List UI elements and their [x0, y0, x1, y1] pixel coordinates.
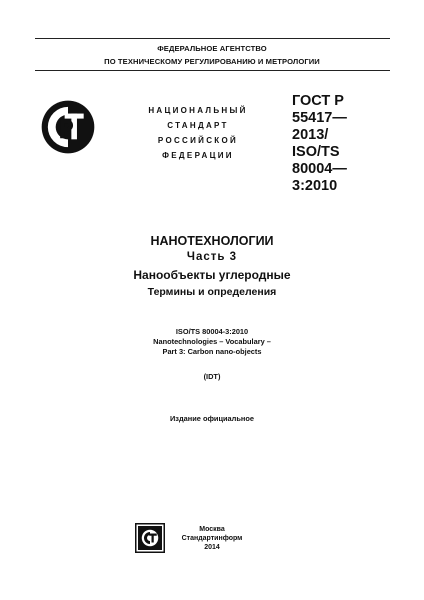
standard-type-line-3: РОССИЙСКОЙ: [157, 136, 239, 145]
standard-type-line-2: СТАНДАРТ: [167, 121, 229, 130]
header-bottom-rule: [35, 70, 390, 71]
designation-line-2: 55417—: [292, 110, 347, 126]
designation-line-6: 3:2010: [292, 178, 338, 194]
designation-line-3: 2013/: [292, 127, 329, 143]
standard-type-line-4: ФЕДЕРАЦИИ: [162, 151, 234, 160]
publisher-city: Москва: [199, 526, 225, 533]
document-title: НАНОТЕХНОЛОГИИ: [150, 234, 274, 248]
document-part: Часть 3: [186, 251, 238, 263]
publisher-name: Стандартинформ: [181, 535, 243, 542]
agency-line-2: ПО ТЕХНИЧЕСКОМУ РЕГУЛИРОВАНИЮ И МЕТРОЛОГИИ: [104, 57, 320, 66]
iso-part-en: Part 3: Carbon nano-objects: [162, 347, 262, 356]
designation-line-1: ГОСТ Р: [292, 93, 344, 109]
iso-title-en: Nanotechnologies – Vocabulary –: [153, 337, 271, 346]
document-subtitle-2: Термины и определения: [147, 286, 277, 298]
iso-reference: ISO/TS 80004-3:2010: [175, 327, 249, 336]
standard-designation: [292, 93, 347, 195]
header-top-rule: [35, 38, 390, 39]
standard-type-line-1: НАЦИОНАЛЬНЫЙ: [148, 106, 248, 115]
agency-line-1: ФЕДЕРАЛЬНОЕ АГЕНТСТВО: [157, 44, 267, 53]
designation-line-4: ISO/TS: [292, 144, 340, 160]
edition-label: Издание официальное: [169, 414, 254, 423]
publisher-year: 2014: [204, 544, 220, 551]
document-subtitle: Нанообъекты углеродные: [133, 268, 291, 282]
designation-line-5: 80004—: [292, 161, 347, 177]
identity-mark: (IDT): [203, 372, 221, 381]
gost-r-certification-mark-icon: [40, 99, 96, 155]
